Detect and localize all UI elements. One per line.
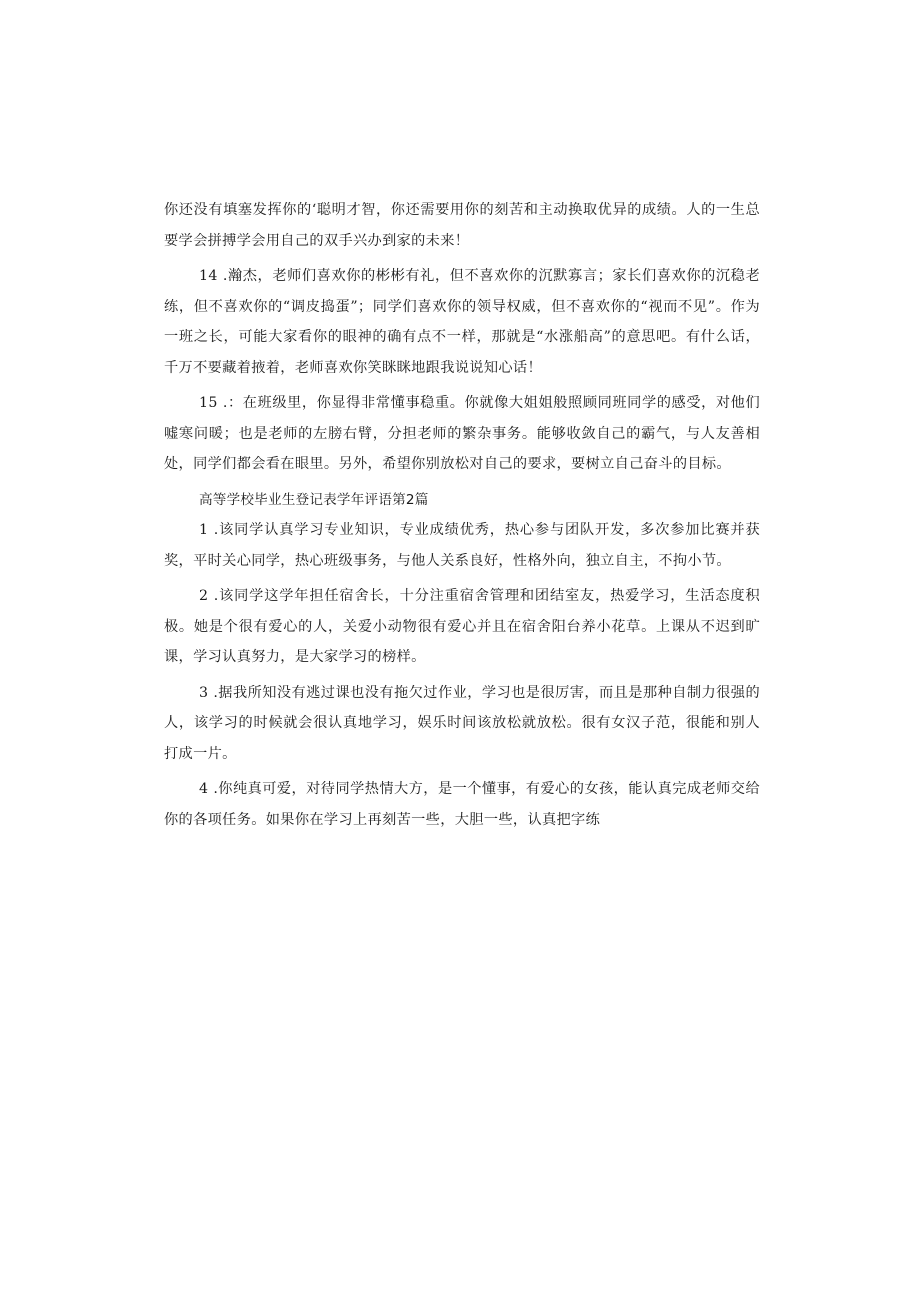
paragraph-comment-15: 15 .：在班级里，你显得非常懂事稳重。你就像大姐姐般照顾同班同学的感受，对他们嘘寒问暖；也是老师的左膀右臂，分担老师的繁杂事务。能够收敛自己的霸气，与人友善相处，同学们都会看在眼里。另外，希望你别放松对自己的要求，要树立自己奋斗的目标。: [164, 395, 760, 472]
list-item-4: 4 .你纯真可爱，对待同学热情大方，是一个懂事，有爱心的女孩，能认真完成老师交给你的各项任务。如果你在学习上再刻苦一些，大胆一些，认真把字练: [164, 781, 760, 828]
list-item-3: 3 .据我所知没有逃过课也没有拖欠过作业，学习也是很厉害，而且是那种自制力很强的人，该学习的时候就会很认真地学习，娱乐时间该放松就放松。很有女汉子范，很能和别人打成一片。: [164, 684, 760, 762]
list-item-1: 1 .该同学认真学习专业知识，专业成绩优秀，热心参与团队开发，多次参加比赛并获奖，平时关心同学，热心班级事务，与他人关系良好，性格外向，独立自主，不拘小节。: [164, 522, 760, 569]
section-heading: 高等学校毕业生登记表学年评语第2篇: [199, 491, 429, 508]
paragraph-comment-14: 14 .瀚杰，老师们喜欢你的彬彬有礼，但不喜欢你的沉默寡言；家长们喜欢你的沉稳老练，但不喜欢你的“调皮捣蛋”；同学们喜欢你的领导权威，但不喜欢你的“视而不见”。作为一班之长，可能大家看你的眼神的确有点不一样，那就是“水涨船高”的意思吧。有什么话，千万不要藏着掖着，老师喜欢你笑眯眯地跟我说说知心话！: [164, 268, 760, 376]
document-page: [164, 195, 760, 835]
list-item-2: 2 .该同学这学年担任宿舍长，十分注重宿舍管理和团结室友，热爱学习，生活态度积极。她是个很有爱心的人，关爱小动物很有爱心并且在宿舍阳台养小花草。上课从不迟到旷课，学习认真努力，是大家学习的榜样。: [164, 588, 760, 665]
paragraph-continuation: 你还没有填塞发挥你的‘聪明才智，你还需要用你的刻苦和主动换取优异的成绩。人的一生总要学会拼搏学会用自己的双手兴办到家的未来！: [164, 202, 760, 249]
